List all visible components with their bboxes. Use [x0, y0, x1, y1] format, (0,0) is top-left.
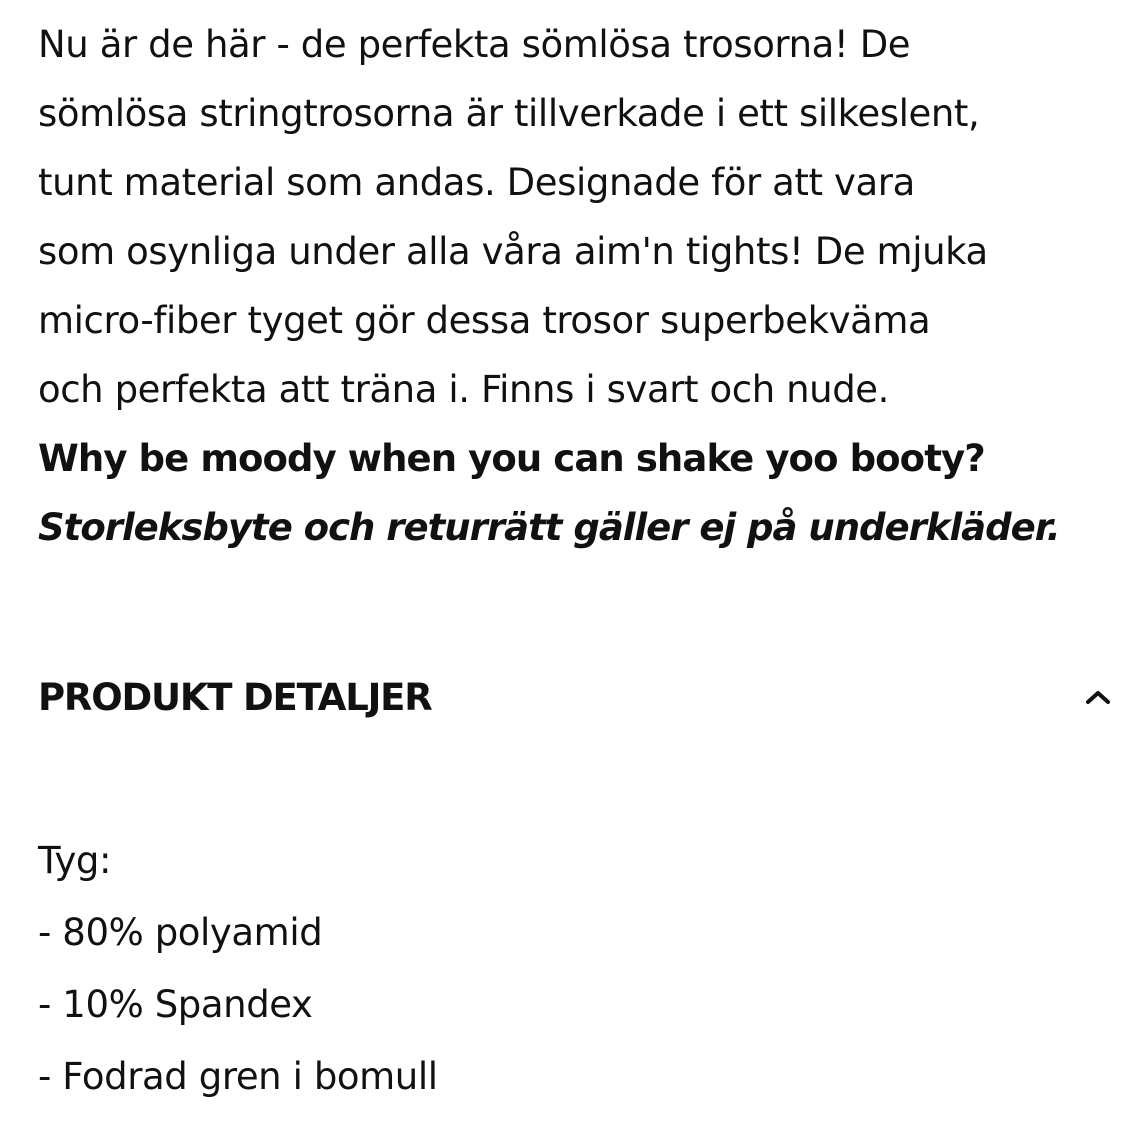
description-line: Nu är de här - de perfekta sömlösa trosorna! De [38, 23, 911, 66]
detail-item: - 80% polyamid [38, 911, 323, 954]
detail-heading-fabric: Tyg: [38, 839, 112, 882]
detail-item: - Fodrad gren i bomull [38, 1055, 438, 1098]
description-line: sömlösa stringtrosorna är tillverkade i ett silkeslent, [38, 92, 980, 135]
chevron-up-icon[interactable] [1078, 677, 1118, 717]
product-details-title: PRODUKT DETALJER [38, 675, 432, 719]
chevron-up-icon-graphic [1083, 687, 1113, 707]
return-policy-notice: Storleksbyte och returrätt gäller ej på underkläder. [38, 506, 1060, 549]
product-details-content [38, 825, 1118, 1113]
tagline: Why be moody when you can shake yoo booty? [38, 437, 985, 480]
product-description [38, 10, 1120, 562]
description-line: micro-fiber tyget gör dessa trosor superbekväma [38, 299, 931, 342]
product-details-toggle[interactable] [38, 665, 1118, 729]
description-line: tunt material som andas. Designade för att vara [38, 161, 915, 204]
description-line: som osynliga under alla våra aim'n tights! De mjuka [38, 230, 988, 273]
detail-item: - 10% Spandex [38, 983, 313, 1026]
description-line: och perfekta att träna i. Finns i svart och nude. [38, 368, 890, 411]
